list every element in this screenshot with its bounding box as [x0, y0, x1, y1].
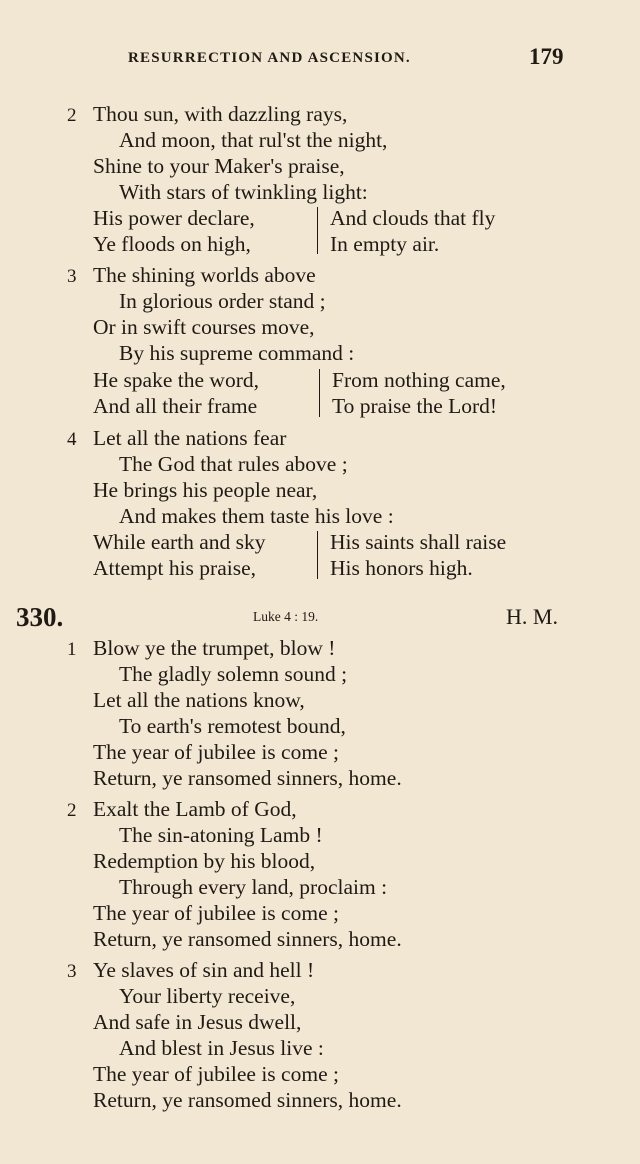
verse-line: Thou sun, with dazzling rays,	[93, 102, 348, 126]
verse-number: 3	[67, 266, 77, 287]
verse-line: Ye slaves of sin and hell !	[93, 958, 315, 982]
verse-line: The God that rules above ;	[119, 452, 348, 476]
verse-line: The year of jubilee is come ;	[93, 901, 339, 925]
verse-line: Your liberty receive,	[119, 984, 296, 1008]
verse-line: And moon, that rul'st the night,	[119, 128, 388, 152]
page-number: 179	[529, 44, 564, 69]
verse-line: The shining worlds above	[93, 263, 316, 287]
verse-line: Redemption by his blood,	[93, 849, 316, 873]
verse-line: The year of jubilee is come ;	[93, 740, 339, 764]
verse-number: 1	[67, 639, 77, 660]
verse-line: Exalt the Lamb of God,	[93, 797, 297, 821]
verse-line-split-left: Ye floods on high,	[93, 232, 251, 256]
verse-number: 4	[67, 429, 77, 450]
verse-line: The gladly solemn sound ;	[119, 662, 348, 686]
verse-line: Or in swift courses move,	[93, 315, 315, 339]
running-title: RESURRECTION AND ASCENSION.	[128, 50, 411, 66]
verse-line: Let all the nations fear	[93, 426, 287, 450]
verse-line-split-right: His honors high.	[330, 556, 473, 580]
verse-line-split-left: And all their frame	[93, 394, 258, 418]
verse-line: And makes them taste his love :	[119, 504, 394, 528]
split-divider	[317, 531, 318, 579]
verse-line: He brings his people near,	[93, 478, 318, 502]
verse-line: And blest in Jesus live :	[119, 1036, 324, 1060]
split-divider	[317, 207, 318, 254]
verse-line: And safe in Jesus dwell,	[93, 1010, 302, 1034]
verse-number: 2	[67, 105, 77, 126]
verse-line: To earth's remotest bound,	[119, 714, 346, 738]
verse-line: The sin-atoning Lamb !	[119, 823, 323, 847]
verse-line: With stars of twinkling light:	[119, 180, 368, 204]
verse-line: Let all the nations know,	[93, 688, 305, 712]
verse-line-split-right: To praise the Lord!	[332, 394, 498, 418]
verse-number: 2	[67, 800, 77, 821]
scripture-reference: Luke 4 : 19.	[253, 609, 319, 624]
hymn-number: 330.	[16, 602, 64, 632]
verse-line: In glorious order stand ;	[119, 289, 326, 313]
verse-line-split-right: And clouds that fly	[330, 206, 496, 230]
verse-line-split-left: Attempt his praise,	[93, 556, 257, 580]
verse-line: Return, ye ransomed sinners, home.	[93, 1088, 402, 1112]
verse-line-split-left: While earth and sky	[93, 530, 266, 554]
verse-line: Through every land, proclaim :	[119, 875, 388, 899]
verse-line-split-left: His power declare,	[93, 206, 255, 230]
verse-line: Return, ye ransomed sinners, home.	[93, 927, 402, 951]
verse-line-split-right: His saints shall raise	[330, 530, 507, 554]
verse-line: Return, ye ransomed sinners, home.	[93, 766, 402, 790]
split-divider	[319, 369, 320, 417]
verse-number: 3	[67, 961, 77, 982]
verse-line: The year of jubilee is come ;	[93, 1062, 339, 1086]
verse-line: Blow ye the trumpet, blow !	[93, 636, 336, 660]
hymn-meter: H. M.	[506, 604, 558, 629]
verse-line-split-left: He spake the word,	[93, 368, 259, 392]
verse-line-split-right: In empty air.	[330, 232, 440, 256]
verse-line-split-right: From nothing came,	[332, 368, 506, 392]
verse-line: Shine to your Maker's praise,	[93, 154, 345, 178]
verse-line: By his supreme command :	[119, 341, 355, 365]
